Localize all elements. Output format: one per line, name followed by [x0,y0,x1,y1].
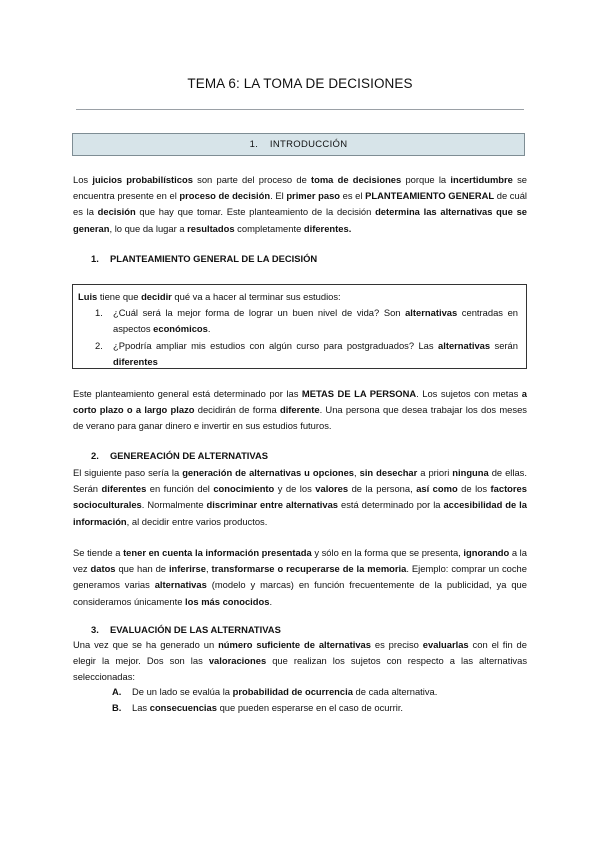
list-item-number: 1. [95,307,103,319]
text-run: y sólo en la forma que se presenta, [311,547,464,558]
emphasized-text: datos [90,563,116,575]
section-title: PLANTEAMIENTO GENERAL DE LA DECISIÓN [110,253,318,264]
evaluacion-list [112,684,522,716]
list-item-text [132,686,437,697]
list-item-letter: A. [112,686,122,697]
emphasized-text: decisión [97,206,136,218]
text-run: . Los sujetos con metas [416,388,522,399]
emphasized-text: decidir [141,291,172,302]
emphasized-text: probabilidad de ocurrencia [232,686,353,697]
emphasized-text: alternativas [438,339,491,351]
emphasized-text: económicos [153,323,208,335]
text-run: . Una persona que desea trabajar los dos meses de verano para ganar dinero e invertir en sus estudios futuros. [73,404,527,432]
text-run: Este planteamiento general está determinado por las [73,388,302,399]
text-run: decidirán de forma [194,404,280,416]
emphasized-text: juicios probabilísticos [92,174,193,185]
emphasized-text: ignorando [463,547,510,558]
text-run: . El [270,190,287,202]
text-run: de la persona, [348,483,417,495]
emphasized-text: Luis [78,291,98,302]
list-item-number: 2. [95,339,103,351]
text-run: , [354,467,360,478]
intro-heading-box: 1. INTRODUCCIÓN [72,133,525,156]
section-number: 2. [91,450,99,461]
emphasized-text: METAS DE LA PERSONA [301,388,417,399]
list-item-letter: B. [112,702,122,714]
text-run: . [269,595,273,607]
emphasized-text: tener en cuenta la información presentada [123,547,312,558]
section-number: 3. [91,624,99,635]
text-run: ¿Cuál será la mejor forma de lograr un buen nivel de vida? Son [113,307,406,319]
text-run: (modelo y marcas) en función frecuentemente de la publicidad, ya que consideramos únicamente [73,579,527,607]
informacion-paragraph [73,545,527,610]
emphasized-text: a corto plazo o a largo plazo [73,388,527,416]
text-run: Las [132,702,150,714]
intro-paragraph [73,172,527,237]
emphasized-text: diferentes. [303,222,352,234]
text-run: y de los [274,483,316,495]
text-run: a la vez [73,547,527,575]
emphasized-text: primer paso [286,190,341,202]
emphasized-text: incertidumbre [450,174,513,185]
section-title: EVALUACIÓN DE LAS ALTERNATIVAS [110,624,281,635]
emphasized-text: valoraciones [208,655,267,667]
title-divider [76,109,524,110]
emphasized-text: alternativas [405,307,458,319]
section-number: 1. [91,253,99,264]
text-run: de ellas. Serán [73,467,527,495]
text-run: que hay que tomar. Este planteamiento de la decisión [135,206,376,218]
emphasized-text: ninguna [452,467,489,478]
text-run: Se tiende a [73,547,124,558]
evaluacion-paragraph [73,637,527,686]
text-run: está determinado por la [338,499,444,511]
text-run: Los [73,174,93,185]
text-run: Una vez que se ha generado un [73,639,219,650]
text-run: que realizan los sujetos con respecto a las alternativas seleccionadas: [73,655,528,683]
text-run: centradas en aspectos [113,307,518,335]
emphasized-text: sin desechar [359,467,418,478]
emphasized-text: accesibilidad de la información [73,499,527,527]
text-run: . [207,323,211,335]
document-title: TEMA 6: LA TOMA DE DECISIONES [187,76,413,91]
emphasized-text: conocimiento [213,483,275,495]
text-run: con el fin de elegir la mejor. Dos son las [73,639,527,667]
emphasized-text: generación de alternativas u opciones [182,467,355,478]
example-case-box [72,284,527,369]
section-title: GENEREACIÓN DE ALTERNATIVAS [110,450,268,461]
emphasized-text: PLANTEAMIENTO GENERAL [365,190,495,202]
text-run: de cada alternativa. [352,686,438,697]
text-run: se encuentra presente en el [73,174,528,202]
text-run: El siguiente paso sería la [73,467,183,478]
case-question-list [78,305,518,370]
text-run: que pueden esperarse en el caso de ocurrir. [216,702,404,714]
text-run: es preciso [370,639,423,650]
emphasized-text: resultados [187,222,235,234]
text-run: es el [340,190,366,202]
emphasized-text: diferente [279,404,320,416]
emphasized-text: los más conocidos [185,595,270,607]
emphasized-text: transformarse o recuperarse de la memoria [211,563,407,575]
text-run: , lo que da lugar a [109,222,188,234]
metas-paragraph [73,386,527,435]
emphasized-text: alternativas [154,579,207,591]
text-run: a priori [417,467,453,478]
list-item [112,700,522,716]
text-run: . Normalmente [141,499,207,511]
text-run: son parte del proceso de [192,174,311,185]
emphasized-text: proceso de decisión [179,190,271,202]
text-run: de cuál es la [73,190,528,218]
text-run: serán [490,339,518,351]
emphasized-text: diferentes [101,483,147,495]
generacion-paragraph [73,465,527,530]
list-item [112,684,522,700]
list-item-text [113,307,518,334]
text-run: de los [457,483,491,495]
emphasized-text: diferentes [113,355,158,367]
case-intro-text [78,289,518,305]
text-run: qué va a hacer al terminar sus estudios: [171,291,341,302]
text-run: en función del [146,483,214,495]
emphasized-text: evaluarlas [422,639,469,650]
text-run: . Ejemplo: comprar un coche generamos varias [73,563,527,591]
emphasized-text: discriminar entre alternativas [206,499,339,511]
emphasized-text: inferirse [168,563,206,575]
text-run: que han de [115,563,169,575]
list-item [78,338,518,370]
text-run: tiene que [97,291,142,302]
emphasized-text: valores [315,483,349,495]
list-item [78,305,518,337]
section-heading-generacion [91,450,268,461]
text-run: ¿Ppodría ampliar mis estudios con algún curso para postgraduados? Las [113,339,438,351]
section-heading-evaluacion [91,624,281,635]
list-item-text [132,702,403,713]
emphasized-text: determina las alternativas que se generan [73,206,527,234]
emphasized-text: factores socioculturales [73,483,527,511]
text-run: , [205,563,212,575]
text-run: , al decidir entre varios productos. [126,515,268,527]
text-run: De un lado se evalúa la [132,686,233,697]
emphasized-text: consecuencias [149,702,217,714]
emphasized-text: número suficiente de alternativas [218,639,371,650]
list-item-text [113,340,518,367]
emphasized-text: toma de decisiones [311,174,402,185]
emphasized-text: así como [416,483,458,495]
text-run: completamente [234,222,304,234]
text-run: porque la [401,174,451,185]
section-heading-planteamiento [91,253,317,264]
